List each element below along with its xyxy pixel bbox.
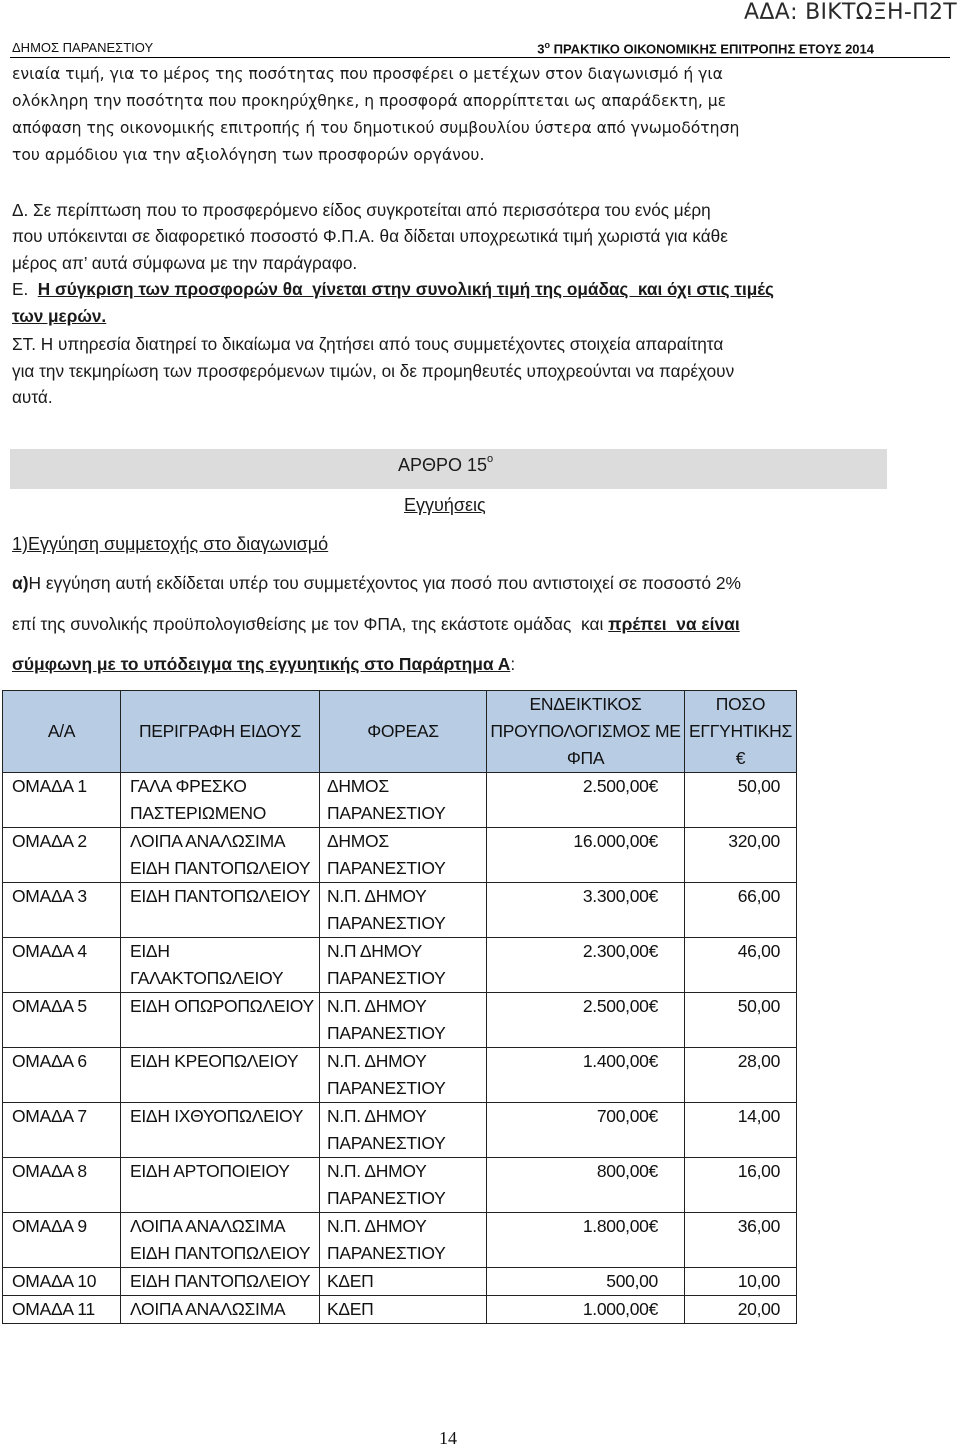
col-header-aa: Α/Α: [3, 691, 121, 773]
intro-line: ολόκληρη την ποσότητα που προκηρύχθηκε, η προσφορά απορρίπτεται ως απαράδεκτη, με: [12, 92, 727, 110]
page-number: 14: [439, 1428, 457, 1448]
cell-description: ΓΑΛΑ ΦΡΕΣΚΟ ΠΑΣΤΕΡΙΩΜΕΝΟ: [121, 773, 320, 828]
cell-guarantee-amount: 50,00: [685, 773, 797, 828]
article-title-ordinal: ο: [487, 453, 494, 465]
section-participation-guarantee: 1)Εγγύηση συμμετοχής στο διαγωνισμό: [12, 534, 329, 554]
cell-aa: ΟΜΑΔΑ 1: [3, 773, 121, 828]
article-title: [398, 453, 493, 476]
cell-budget: 1.800,00€: [487, 1213, 685, 1268]
cell-description: ΕΙΔΗ ΠΑΝΤΟΠΩΛΕΙΟΥ: [121, 883, 320, 938]
cell-guarantee-amount: 16,00: [685, 1158, 797, 1213]
header-minutes-title: [537, 40, 874, 56]
cell-body: Ν.Π. ΔΗΜΟΥ ΠΑΡΑΝΕΣΤΙΟΥ: [320, 883, 487, 938]
cell-body: ΔΗΜΟΣ ΠΑΡΑΝΕΣΤΙΟΥ: [320, 828, 487, 883]
col-header-budget: ΕΝΔΕΙΚΤΙΚΟΣ ΠΡΟΥΠΟΛΟΓΙΣΜΟΣ ΜΕ ΦΠΑ: [487, 691, 685, 773]
table-row: [3, 1158, 797, 1213]
table-row: [3, 1048, 797, 1103]
cell-body: Ν.Π. ΔΗΜΟΥ ΠΑΡΑΝΕΣΤΙΟΥ: [320, 1103, 487, 1158]
guarantee-text: Η εγγύηση αυτή εκδίδεται υπέρ του συμμετέχοντος για ποσό που αντιστοιχεί σε ποσοστό 2%: [28, 573, 741, 593]
intro-line: του αρμόδιου για την αξιολόγηση των προσφορών οργάνου.: [12, 146, 485, 164]
col-header-body: ΦΟΡΕΑΣ: [320, 691, 487, 773]
cell-body: ΚΔΕΠ: [320, 1296, 487, 1324]
cell-aa: ΟΜΑΔΑ 11: [3, 1296, 121, 1324]
cell-budget: 1.400,00€: [487, 1048, 685, 1103]
cell-guarantee-amount: 50,00: [685, 993, 797, 1048]
table-row: [3, 1268, 797, 1296]
guarantee-text: επί της συνολικής προϋπολογισθείσης με τον ΦΠΑ, της εκάστοτε ομάδας και: [12, 614, 609, 634]
header-minutes-number: 3: [537, 41, 545, 57]
cell-budget: 700,00€: [487, 1103, 685, 1158]
header-minutes-text: ΠΡΑΚΤΙΚΟ ΟΙΚΟΝΟΜΙΚΗΣ ΕΠΙΤΡΟΠΗΣ ΕΤΟΥΣ 2014: [549, 41, 874, 57]
cell-budget: 2.500,00€: [487, 993, 685, 1048]
guarantee-line: [12, 573, 741, 594]
table-row: [3, 993, 797, 1048]
cell-body: Ν.Π ΔΗΜΟΥ ΠΑΡΑΝΕΣΤΙΟΥ: [320, 938, 487, 993]
cell-guarantee-amount: 20,00: [685, 1296, 797, 1324]
cell-guarantee-amount: 66,00: [685, 883, 797, 938]
header-divider: [10, 57, 950, 58]
cell-budget: 16.000,00€: [487, 828, 685, 883]
paragraph-e-line: των μερών.: [12, 306, 107, 326]
cell-body: ΔΗΜΟΣ ΠΑΡΑΝΕΣΤΙΟΥ: [320, 773, 487, 828]
paragraph-d-line: Δ. Σε περίπτωση που το προσφερόμενο είδος συγκροτείται από περισσότερα του ενός μέρη: [12, 200, 711, 220]
cell-description: ΕΙΔΗ ΚΡΕΟΠΩΛΕΙΟΥ: [121, 1048, 320, 1103]
paragraph-st-line: για την τεκμηρίωση των προσφερόμενων τιμών, οι δε προμηθευτές υποχρεούνται να παρέχουν: [12, 361, 735, 381]
cell-body: Ν.Π. ΔΗΜΟΥ ΠΑΡΑΝΕΣΤΙΟΥ: [320, 1213, 487, 1268]
cell-guarantee-amount: 46,00: [685, 938, 797, 993]
cell-description: ΕΙΔΗ ΟΠΩΡΟΠΩΛΕΙΟΥ: [121, 993, 320, 1048]
header-minutes-ordinal: ο: [544, 40, 550, 50]
paragraph-st-line: αυτά.: [12, 387, 53, 407]
cell-aa: ΟΜΑΔΑ 3: [3, 883, 121, 938]
table-row: [3, 828, 797, 883]
cell-guarantee-amount: 28,00: [685, 1048, 797, 1103]
table-row: [3, 1296, 797, 1324]
header-municipality: ΔΗΜΟΣ ΠΑΡΑΝΕΣΤΙΟΥ: [12, 40, 154, 55]
cell-budget: 1.000,00€: [487, 1296, 685, 1324]
table-row: [3, 773, 797, 828]
intro-line: ενιαία τιμή, για το μέρος της ποσότητας που προσφέρει ο μετέχων στον διαγωνισμό ή για: [12, 65, 723, 83]
guarantee-emphasis: πρέπει να είναι: [608, 614, 740, 634]
cell-description: ΛΟΙΠΑ ΑΝΑΛΩΣΙΜΑ: [121, 1296, 320, 1324]
paragraph-d-line: που υπόκεινται σε διαφορετικό ποσοστό Φ.Π.Α. θα δίδεται υποχρεωτικά τιμή χωριστά για κάθε: [12, 226, 728, 246]
paragraph-e-line: [12, 276, 878, 303]
cell-guarantee-amount: 320,00: [685, 828, 797, 883]
cell-body: ΚΔΕΠ: [320, 1268, 487, 1296]
article-subtitle: Εγγυήσεις: [404, 495, 486, 515]
cell-guarantee-amount: 14,00: [685, 1103, 797, 1158]
intro-line: απόφαση της οικονομικής επιτροπής ή του δημοτικού συμβουλίου ύστερα από γνωμοδότηση: [12, 119, 740, 137]
cell-description: ΛΟΙΠΑ ΑΝΑΛΩΣΙΜΑ ΕΙΔΗ ΠΑΝΤΟΠΩΛΕΙΟΥ: [121, 1213, 320, 1268]
guarantee-line: [12, 614, 740, 635]
cell-aa: ΟΜΑΔΑ 4: [3, 938, 121, 993]
guarantee-emphasis: σύμφωνη με το υπόδειγμα της εγγυητικής στο Παράρτημα Α: [12, 654, 511, 674]
cell-aa: ΟΜΑΔΑ 6: [3, 1048, 121, 1103]
cell-guarantee-amount: 10,00: [685, 1268, 797, 1296]
cell-aa: ΟΜΑΔΑ 5: [3, 993, 121, 1048]
cell-description: ΕΙΔΗ ΙΧΘΥΟΠΩΛΕΙΟΥ: [121, 1103, 320, 1158]
paragraph-e-prefix: Ε.: [12, 279, 38, 299]
ada-code: ΑΔΑ: ΒΙΚΤΩΞΗ-Π2Τ: [744, 0, 957, 25]
article-title-text: ΑΡΘΡΟ 15: [398, 455, 488, 475]
paragraph-e-emphasis: Η σύγκριση των προσφορών θα γίνεται στην συνολική τιμή της ομάδας και όχι στις τιμές: [37, 279, 774, 299]
cell-body: Ν.Π. ΔΗΜΟΥ ΠΑΡΑΝΕΣΤΙΟΥ: [320, 1158, 487, 1213]
cell-aa: ΟΜΑΔΑ 10: [3, 1268, 121, 1296]
guarantee-table: [2, 690, 797, 1324]
guarantee-tail: :: [510, 654, 516, 674]
cell-budget: 2.500,00€: [487, 773, 685, 828]
cell-budget: 2.300,00€: [487, 938, 685, 993]
paragraph-d-line: μέρος απ’ αυτά σύμφωνα με την παράγραφο.: [12, 253, 358, 273]
guarantee-table-wrapper: [2, 690, 797, 1324]
paragraph-st-line: ΣΤ. Η υπηρεσία διατηρεί το δικαίωμα να ζητήσει από τους συμμετέχοντες στοιχεία απαραίτητα: [12, 334, 724, 354]
table-row: [3, 1213, 797, 1268]
guarantee-line: [12, 654, 515, 675]
cell-body: Ν.Π. ΔΗΜΟΥ ΠΑΡΑΝΕΣΤΙΟΥ: [320, 993, 487, 1048]
cell-budget: 3.300,00€: [487, 883, 685, 938]
guarantee-alpha: α): [12, 573, 29, 593]
cell-description: ΕΙΔΗ ΑΡΤΟΠΟΙΕΙΟΥ: [121, 1158, 320, 1213]
col-header-description: ΠΕΡΙΓΡΑΦΗ ΕΙΔΟΥΣ: [121, 691, 320, 773]
table-row: [3, 1103, 797, 1158]
cell-aa: ΟΜΑΔΑ 2: [3, 828, 121, 883]
cell-budget: 800,00€: [487, 1158, 685, 1213]
cell-aa: ΟΜΑΔΑ 7: [3, 1103, 121, 1158]
cell-description: ΕΙΔΗ ΓΑΛΑΚΤΟΠΩΛΕΙΟΥ: [121, 938, 320, 993]
cell-aa: ΟΜΑΔΑ 9: [3, 1213, 121, 1268]
table-row: [3, 938, 797, 993]
table-row: [3, 883, 797, 938]
table-header-row: [3, 691, 797, 773]
cell-budget: 500,00: [487, 1268, 685, 1296]
cell-description: ΛΟΙΠΑ ΑΝΑΛΩΣΙΜΑ ΕΙΔΗ ΠΑΝΤΟΠΩΛΕΙΟΥ: [121, 828, 320, 883]
cell-description: ΕΙΔΗ ΠΑΝΤΟΠΩΛΕΙΟΥ: [121, 1268, 320, 1296]
cell-guarantee-amount: 36,00: [685, 1213, 797, 1268]
col-header-guarantee-amount: ΠΟΣΟ ΕΓΓΥΗΤΙΚΗΣ €: [685, 691, 797, 773]
cell-body: Ν.Π. ΔΗΜΟΥ ΠΑΡΑΝΕΣΤΙΟΥ: [320, 1048, 487, 1103]
cell-aa: ΟΜΑΔΑ 8: [3, 1158, 121, 1213]
